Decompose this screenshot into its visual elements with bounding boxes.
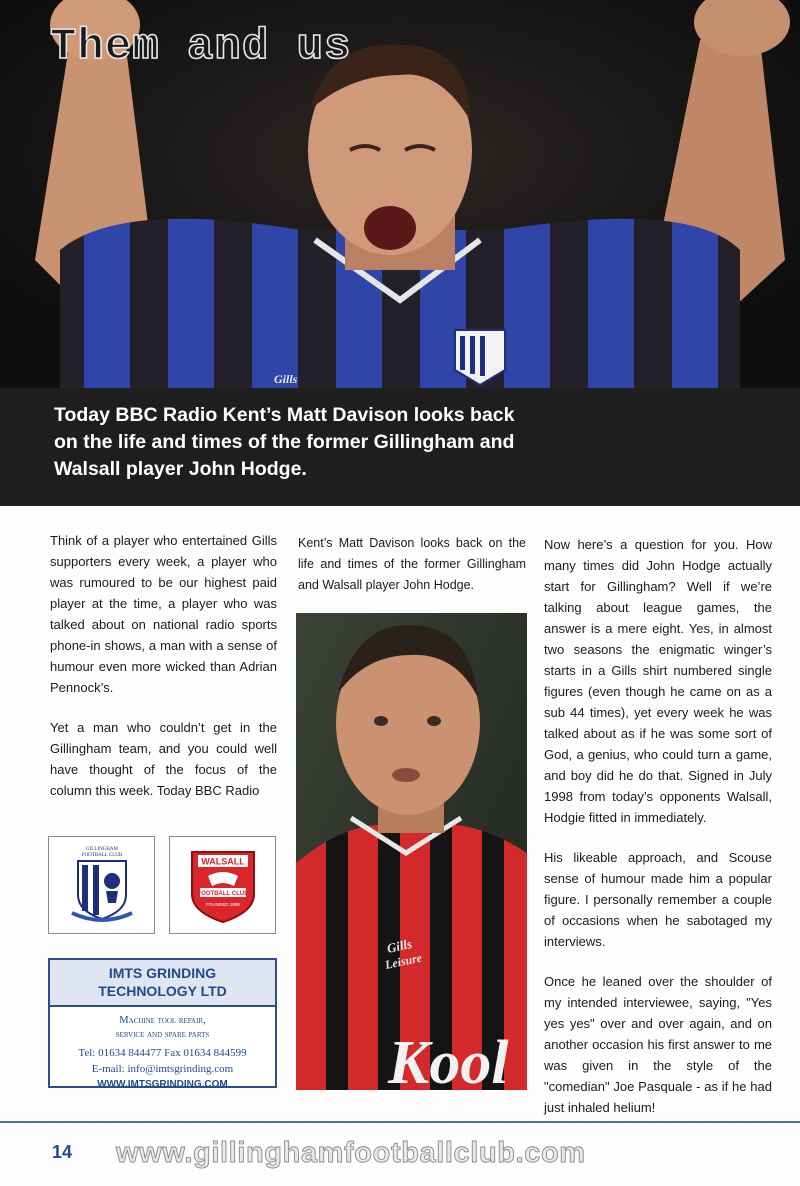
article-column-1 — [50, 530, 277, 801]
article-paragraph: His likeable approach, and Scouse sense of humour made him a popular figure. I personally remember a couple of occasions when he sabotaged my interviews. — [544, 850, 772, 949]
walsall-crest-box — [169, 836, 276, 934]
hero-shirt-sponsor — [272, 370, 312, 386]
hero-photo-panel — [0, 0, 800, 388]
article-paragraph: Think of a player who entertained Gills supporters every week, a player who was rumoured to be our highest paid player at the time, a player who was talked about on national radio sports phone-in shows, a man with a sense of humour even more wicked than Adrian Pennock’s. — [50, 533, 277, 695]
advert-title: IMTS GRINDING TECHNOLOGY LTD — [50, 960, 275, 1007]
article-paragraph: Once he leaned over the shoulder of my intended interviewee, saying, "Yes yes yes" over and over again, and on another occasion his first answer to me was given in the style of the "comedian" Joe Pasquale - as if he had just inhaled helium! — [544, 974, 772, 1115]
page-number: 14 — [52, 1142, 73, 1162]
standfirst-panel — [0, 388, 800, 506]
svg-text:FOOTBALL CLUB: FOOTBALL CLUB — [197, 891, 248, 897]
hodge-photo — [296, 613, 527, 1090]
svg-text:WALSALL: WALSALL — [200, 856, 245, 867]
advert-description: Machine tool repair, service and spare parts — [115, 1015, 210, 1040]
svg-text:Gills: Gills — [385, 936, 414, 956]
gillingham-crest-icon — [66, 843, 138, 927]
svg-text:FOOTBALL CLUB: FOOTBALL CLUB — [81, 853, 122, 858]
article-paragraph: Kent’s Matt Davison looks back on the life and times of the former Gillingham and Walsall player John Hodge. — [298, 536, 526, 592]
article-paragraph: Now here’s a question for you. How many times did John Hodge actually start for Gillingham? Well if we’re talking about league games, the answer is a mere eight. Yes, in almost two seasons the enigmatic winger’s starts in a Gills shirt numbered single figures (even though he came on as a sub 44 times), yet every week he was talked about as if he was some sort of God, a genius, who could turn a game, and boy did he do that. Signed in July 1998 from today’s opponents Walsall, Hodgie fitted in immediately. — [544, 537, 772, 825]
footer-divider — [0, 1121, 800, 1123]
gillingham-crest-box — [48, 836, 155, 934]
advert-email: E-mail: info@imtsgrinding.com — [91, 1063, 234, 1075]
page-title: Them and us — [50, 22, 352, 72]
hodge-player-photo — [296, 613, 527, 1090]
standfirst-text: Today BBC Radio Kent’s Matt Davison looks back on the life and times of the former Gillingham and Walsall player John Hodge. — [54, 404, 515, 480]
advert-website: WWW.IMTSGRINDING.COM — [97, 1079, 228, 1090]
svg-text:Gills: Gills — [274, 372, 298, 386]
imts-advert — [48, 958, 277, 1088]
svg-text:GILLINGHAM: GILLINGHAM — [85, 847, 118, 852]
footer-website-url: www.gillinghamfootballclub.com — [116, 1137, 586, 1169]
walsall-crest-icon — [186, 846, 260, 924]
article-column-2 — [298, 533, 526, 596]
article-paragraph: Yet a man who couldn’t get in the Gillingham team, and you could well have thought of the focus of the column this week. Today BBC Radio — [50, 720, 277, 798]
svg-text:Kool: Kool — [388, 1029, 509, 1090]
advert-phone: Tel: 01634 844477 Fax 01634 844599 — [78, 1047, 247, 1059]
svg-text:FOUNDED 1888: FOUNDED 1888 — [205, 902, 240, 907]
article-column-3 — [544, 534, 772, 1118]
svg-text:Leisure: Leisure — [383, 950, 424, 972]
